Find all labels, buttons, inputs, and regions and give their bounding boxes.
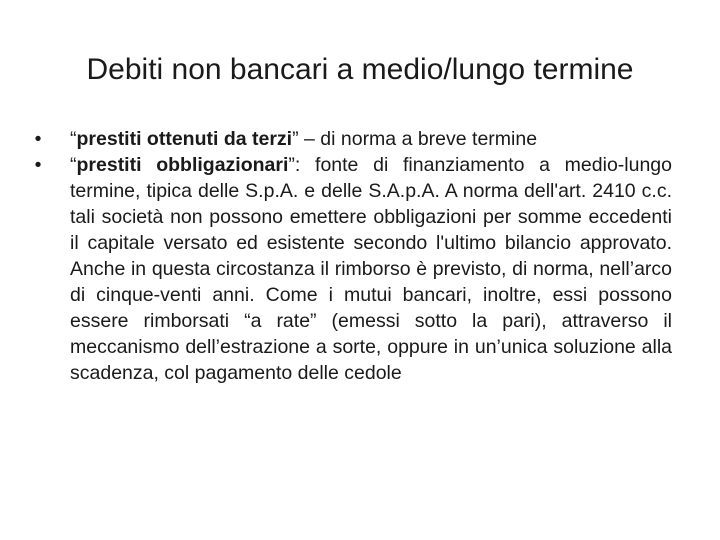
- bullet-term: prestiti obbligazionari: [76, 154, 289, 176]
- open-quote: “: [70, 154, 77, 176]
- bullet-item-prestiti-terzi: [28, 126, 672, 152]
- bullet-text: [70, 152, 672, 386]
- bullet-item-prestiti-obbligazionari: [28, 152, 672, 386]
- bullet-text: [70, 128, 537, 150]
- open-quote: “: [70, 128, 77, 150]
- bullet-description: ”: fonte di finanziamento a medio-lungo termine, tipica delle S.p.A. e delle S.A.p.A. A norma dell'art. 2410 c.c. tali società non possono emettere obbligazioni per somme eccedenti il capitale versato ed esistente secondo l'ultimo bilancio approvato. Anche in questa circostanza il rimborso è previsto, di norma, nell’arco di cinque-venti anni. Come i mutui bancari, inoltre, essi possono essere rimborsati “a rate” (emessi sotto la pari), attraverso il meccanismo dell’estrazione a sorte, oppure in un’unica soluzione alla scadenza, col pagamento delle cedole: [70, 154, 672, 384]
- bullet-term: prestiti ottenuti da terzi: [76, 128, 293, 150]
- bullet-description: ” – di norma a breve termine: [292, 128, 538, 150]
- slide-title: Debiti non bancari a medio/lungo termine: [86, 53, 634, 86]
- bullet-list: [28, 126, 672, 386]
- bullet-dot-icon: •: [34, 128, 42, 150]
- bullet-dot-icon: •: [34, 154, 42, 176]
